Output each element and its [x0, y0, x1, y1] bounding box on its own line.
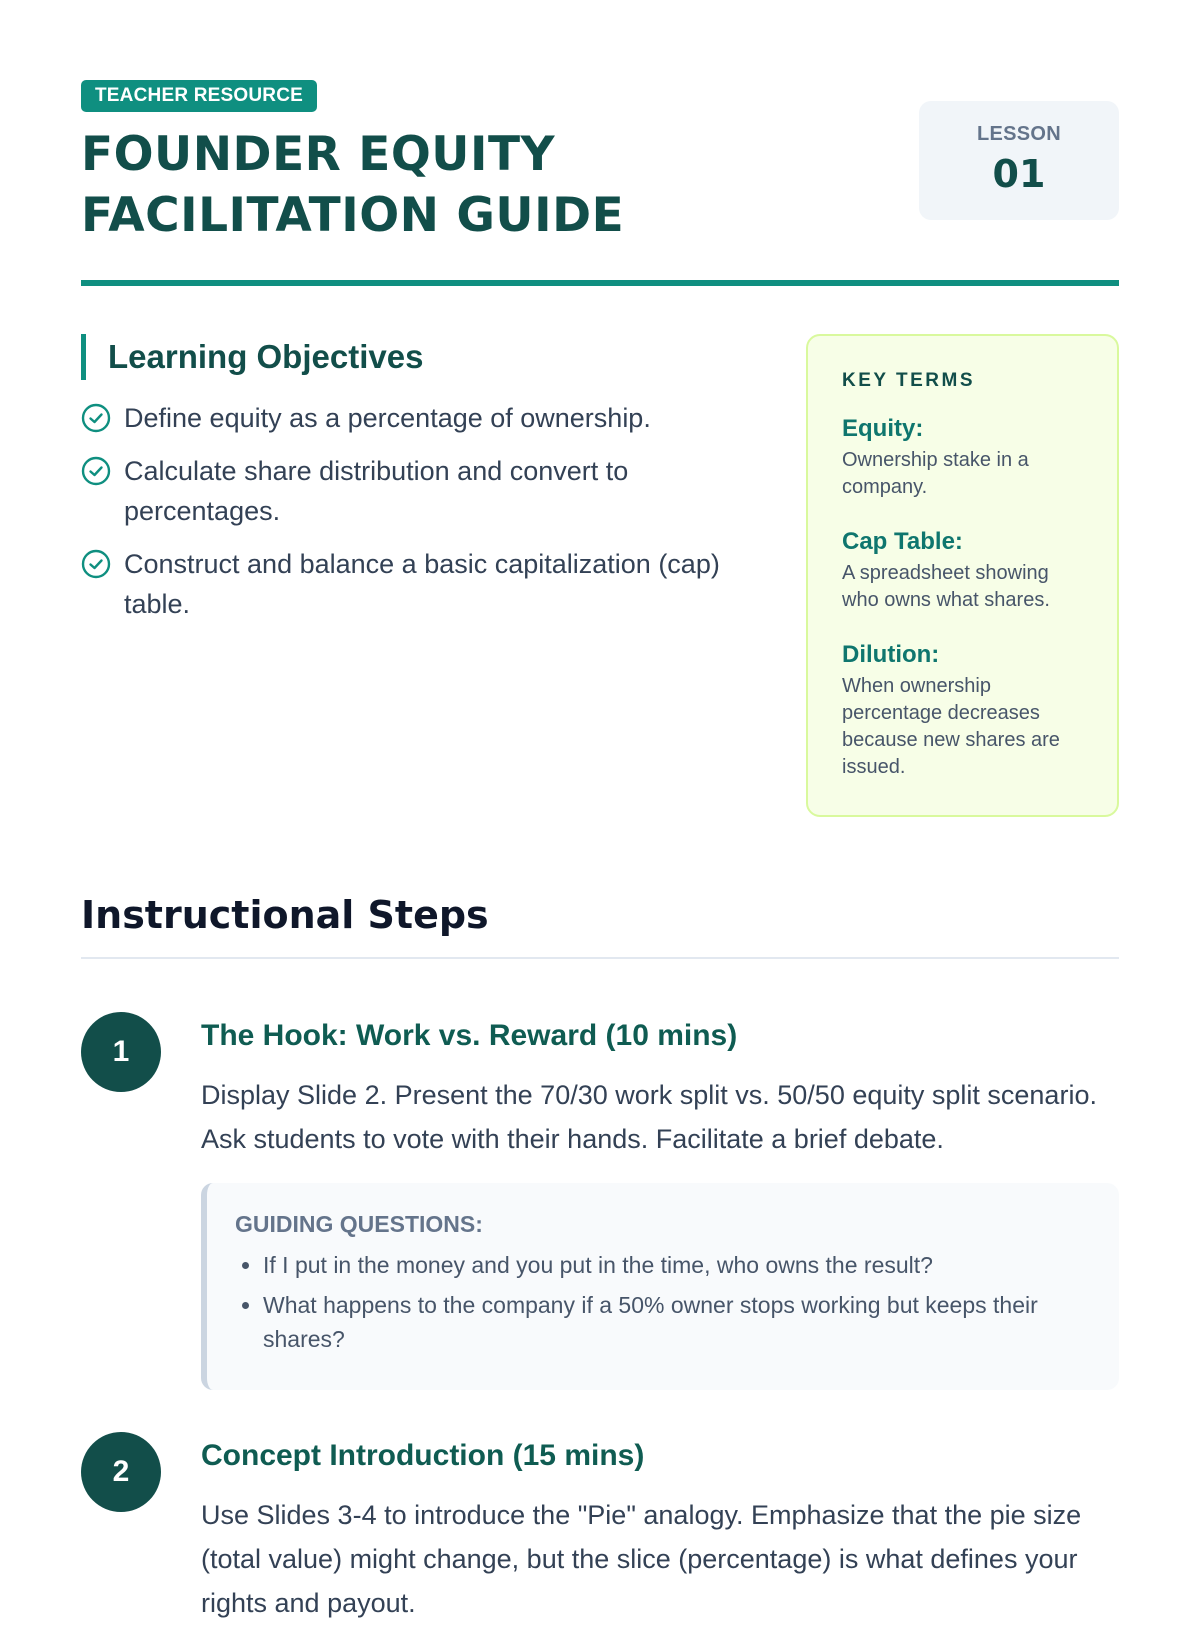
key-terms-heading: KEY TERMS: [842, 370, 976, 391]
key-term-equity: [842, 414, 1083, 501]
key-term-cap-table: [842, 527, 1083, 614]
check-circle-icon: [81, 456, 111, 486]
guide-header: [81, 80, 1119, 286]
objective-item: [81, 398, 761, 438]
objectives-heading: Learning Objectives: [81, 334, 761, 380]
step-title: Concept Introduction (15 mins): [201, 1439, 645, 1472]
objective-text: Define equity as a percentage of ownership.: [124, 403, 651, 433]
step-number-badge: 2: [81, 1432, 161, 1512]
key-term-definition: A spreadsheet showing who owns what shares.: [842, 562, 1050, 611]
page-title: [81, 124, 624, 246]
step-number-badge: 1: [81, 1012, 161, 1092]
objective-item: [81, 544, 761, 624]
objective-item: [81, 451, 761, 531]
step-description: Use Slides 3-4 to introduce the "Pie" analogy. Emphasize that the pie size (total value) might change, but the slice (percentage) is what defines your rights and payout.: [201, 1500, 1082, 1618]
objectives-list: [81, 398, 761, 624]
header-divider: [81, 280, 1119, 286]
step-content: [201, 1432, 1119, 1625]
guiding-question: • What happens to the company if a 50% owner stops working but keeps their shares?: [263, 1288, 1089, 1356]
step-description: Display Slide 2. Present the 70/30 work split vs. 50/50 equity split scenario. Ask students to vote with their hands. Facilitate a brief debate.: [201, 1080, 1097, 1154]
learning-objectives: [81, 334, 761, 637]
lesson-label: LESSON: [976, 123, 1062, 145]
key-term-label: Cap Table:: [842, 528, 963, 555]
objective-text: Construct and balance a basic capitalization (cap) table.: [124, 549, 720, 619]
key-term-label: Equity:: [842, 415, 924, 442]
check-circle-icon: [81, 403, 111, 433]
key-term-dilution: [842, 640, 1083, 781]
lesson-number: 01: [992, 152, 1046, 196]
title-line-1: FOUNDER EQUITY: [81, 127, 556, 182]
guiding-questions-heading: GUIDING QUESTIONS:: [235, 1211, 483, 1237]
guiding-questions-list: [235, 1248, 1089, 1356]
step-content: [201, 1012, 1119, 1390]
title-line-2: FACILITATION GUIDE: [81, 188, 625, 243]
objective-text: Calculate share distribution and convert to percentages.: [124, 456, 629, 526]
guiding-questions-box: [201, 1183, 1119, 1390]
key-term-definition: Ownership stake in a company.: [842, 449, 1029, 498]
check-circle-icon: [81, 549, 111, 579]
key-term-definition: When ownership percentage decreases because new shares are issued.: [842, 675, 1060, 778]
step-title: The Hook: Work vs. Reward (10 mins): [201, 1019, 738, 1052]
instructional-steps-heading: Instructional Steps: [81, 893, 489, 937]
guiding-question: • If I put in the money and you put in the time, who owns the result?: [263, 1248, 1089, 1282]
key-term-label: Dilution:: [842, 641, 940, 668]
key-terms-panel: [806, 334, 1119, 817]
teacher-resource-tag: TEACHER RESOURCE: [81, 80, 317, 112]
lesson-badge: [919, 101, 1119, 220]
steps-divider: [81, 957, 1119, 959]
